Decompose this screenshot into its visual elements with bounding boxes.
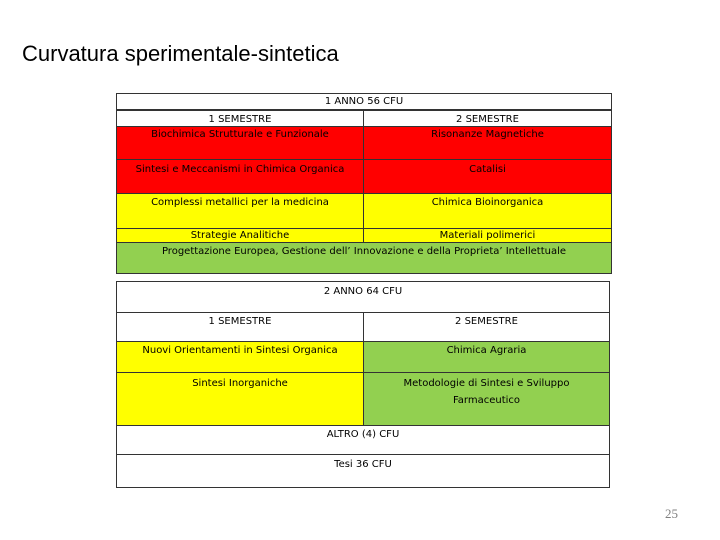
year1-row1-left-cell — [116, 126, 364, 160]
year2-sem1-cell — [116, 312, 364, 342]
year1-header: 1 ANNO 56 CFU — [324, 96, 404, 107]
year2-sem2-cell — [363, 312, 610, 342]
year2-tesi-cell — [116, 454, 610, 488]
year1-row1-left: Biochimica Strutturale e Funzionale — [151, 129, 329, 140]
year2-row1-left-cell — [116, 341, 364, 373]
year2-header-cell — [116, 281, 610, 313]
year2-row1-right-cell — [363, 341, 610, 373]
year1-sem1-cell — [116, 110, 364, 127]
year2-sem2-label: 2 SEMESTRE — [455, 316, 518, 327]
year1-row2-left: Sintesi e Meccanismi in Chimica Organica — [135, 164, 345, 175]
year1-row2-left-cell — [116, 159, 364, 194]
year1-row4-left: Strategie Analitiche — [190, 230, 290, 241]
year1-sem1-label: 1 SEMESTRE — [208, 114, 272, 125]
year2-tesi: Tesi 36 CFU — [334, 459, 392, 470]
year1-row4-right: Materiali polimerici — [439, 230, 536, 241]
year1-row5-text: Progettazione Europea, Gestione dell’ Innovazione e della Proprieta’ Intellettuale — [161, 246, 567, 257]
year1-row5-cell — [116, 242, 612, 274]
year1-row2-right: Catalisi — [469, 164, 506, 175]
year2-sem1-label: 1 SEMESTRE — [208, 316, 272, 327]
year1-row4-left-cell — [116, 228, 364, 243]
year1-row3-right: Chimica Bioinorganica — [431, 197, 544, 208]
year1-sem2-cell — [363, 110, 612, 127]
page-number: 25 — [665, 506, 678, 521]
year2-row1-left: Nuovi Orientamenti in Sintesi Organica — [142, 345, 338, 356]
year2-altro: ALTRO (4) CFU — [326, 429, 400, 440]
year1-row4-right-cell — [363, 228, 612, 243]
year2-altro-cell — [116, 425, 610, 455]
year2-row2-left: Sintesi Inorganiche — [192, 378, 288, 389]
year1-row1-right: Risonanze Magnetiche — [431, 129, 544, 140]
year1-row3-right-cell — [363, 193, 612, 229]
year2-row2-right-line2: Farmaceutico — [452, 395, 521, 406]
year1-row2-right-cell — [363, 159, 612, 194]
year1-header-cell — [116, 93, 612, 110]
year1-row3-left-cell — [116, 193, 364, 229]
year2-row2-right-line1: Metodologie di Sintesi e Sviluppo — [403, 378, 570, 389]
slide-title: Curvatura sperimentale-sintetica — [22, 41, 339, 66]
year1-sem2-label: 2 SEMESTRE — [456, 114, 519, 125]
year1-row3-left: Complessi metallici per la medicina — [151, 197, 329, 208]
year2-row1-right: Chimica Agraria — [446, 345, 527, 356]
year1-row1-right-cell — [363, 126, 612, 160]
year2-row2-right-cell — [363, 372, 610, 426]
year2-header: 2 ANNO 64 CFU — [323, 286, 403, 297]
year2-row2-left-cell — [116, 372, 364, 426]
